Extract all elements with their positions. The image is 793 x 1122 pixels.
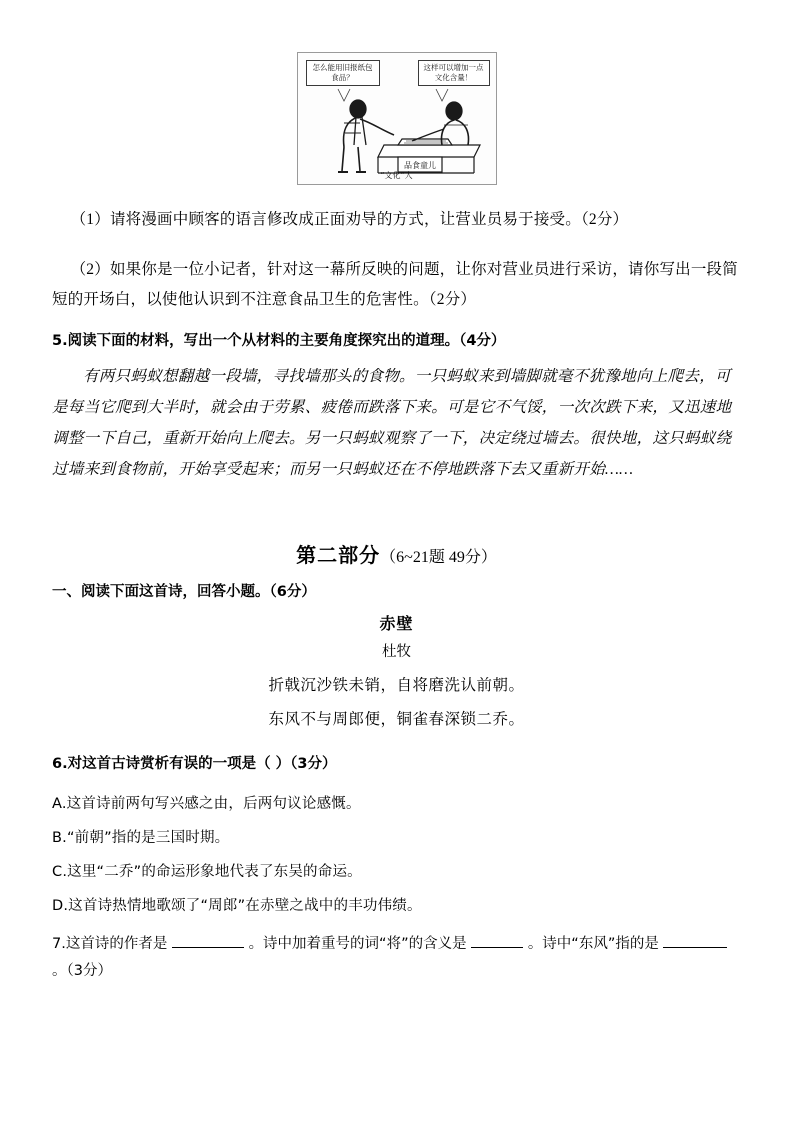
comic-bubble-customer: 怎么能用旧报纸包食品？ — [306, 60, 380, 86]
question-1: （1）请将漫画中顾客的语言修改成正面劝导的方式，让营业员易于接受。（2分） — [70, 211, 629, 228]
question-7-blank-2[interactable] — [471, 932, 523, 948]
question-6-choice-b[interactable]: B.“前朝”指的是三国时期。 — [52, 829, 230, 846]
question-2: （2）如果你是一位小记者，针对这一幕所反映的问题，让你对营业员进行采访，请你写出一段简短的开场白，以使他认识到不注意食品卫生的危害性。（2分） — [52, 261, 738, 309]
comic-bubble-clerk: 这样可以增加一点文化含量！ — [418, 60, 490, 86]
question-6-choice-a[interactable]: A.这首诗前两句写兴感之由，后两句议论感慨。 — [52, 795, 361, 812]
poem-author: 杜牧 — [382, 644, 411, 661]
question-7-blank-3[interactable] — [663, 932, 727, 948]
comic-caption: “文化”人 — [380, 171, 413, 180]
part-two-heading — [52, 539, 741, 568]
question-6-choice-c[interactable]: C.这里“二乔”的命运形象地代表了东吴的命运。 — [52, 863, 362, 880]
question-6-choice-d[interactable]: D.这首诗热情地歌颂了“周郎”在赤壁之战中的丰功伟绩。 — [52, 897, 422, 914]
poem-title: 赤壁 — [379, 616, 414, 634]
poem-line-2: 东风不与周郎便，铜雀春深锁二乔。 — [268, 711, 525, 729]
comic-figure — [297, 52, 497, 185]
part-two-subtitle: （6~21题 49分） — [380, 549, 497, 567]
section-one-heading: 一、阅读下面这首诗，回答小题。（6分） — [52, 584, 316, 601]
question-5-heading: 5.阅读下面的材料，写出一个从材料的主要角度探究出的道理。（4分） — [52, 332, 506, 349]
part-two-title: 第二部分 — [296, 543, 381, 568]
poem-line-1: 折戟沉沙铁未销，自将磨洗认前朝。 — [268, 677, 525, 695]
question-6-heading: 6.对这首古诗赏析有误的一项是（ ）（3分） — [52, 756, 337, 773]
question-7-part-a: 7.这首诗的作者是 — [52, 935, 168, 952]
stall-sign-text: 品食童儿 — [403, 161, 436, 170]
question-7 — [52, 931, 741, 985]
question-7-part-b: 。诗中加着重号的词“将”的含义是 — [248, 935, 467, 952]
question-7-blank-1[interactable] — [172, 932, 244, 948]
question-5-material: 有两只蚂蚁想翻越一段墙，寻找墙那头的食物。一只蚂蚁来到墙脚就毫不犹豫地向上爬去，可是每当它爬到大半时，就会由于劳累、疲倦而跌落下来。可是它不气馁，一次次跌下来，又迅速地调整一下自己，重新开始向上爬去。另一只蚂蚁观察了一下，决定绕过墙去。很快地，这只蚂蚁绕过墙来到食物前，开始享受起来；而另一只蚂蚁还在不停地跌落下去又重新开始…… — [52, 368, 732, 479]
question-7-part-c: 。诗中“东风”指的是 — [527, 935, 659, 952]
question-7-part-d: 。（3分） — [52, 962, 112, 979]
comic-figure-wrapper — [52, 52, 741, 185]
